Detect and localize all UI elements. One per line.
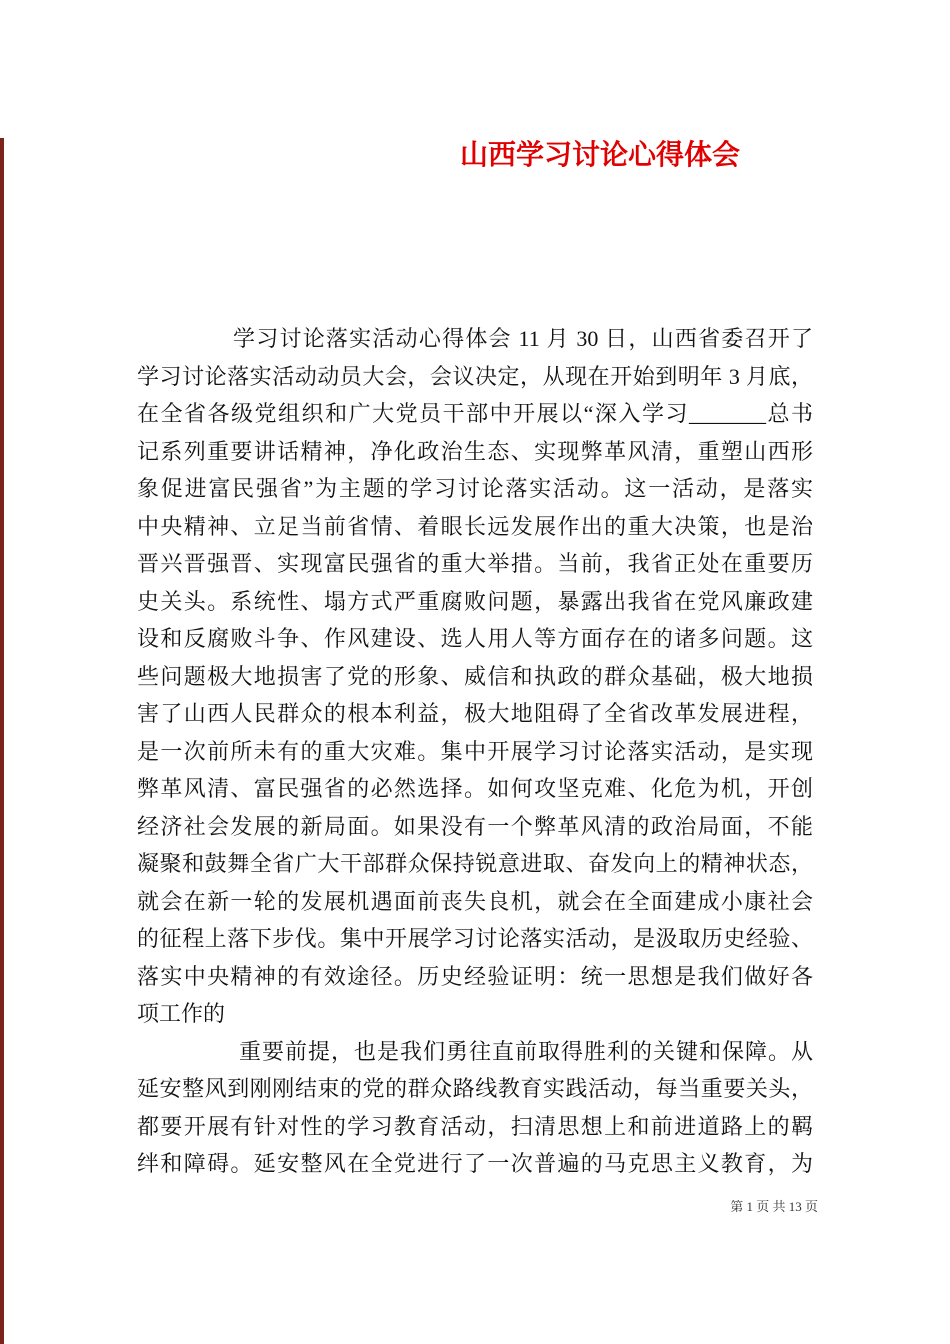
text-line: 绊和障碍。延安整风在全党进行了一次普遍的马克思主义教育，为 <box>137 1151 813 1176</box>
text-line: 史关头。系统性、塌方式严重腐败问题，暴露出我省在党风廉政建 <box>137 588 813 614</box>
text-line: 晋兴晋强晋、实现富民强省的重大举措。当前，我省正处在重要历 <box>137 551 813 576</box>
text-line: 象促进富民强省”为主题的学习讨论落实活动。这一活动，是落实 <box>137 476 813 501</box>
text-line: 弊革风清、富民强省的必然选择。如何攻坚克难、化危为机，开创 <box>137 776 813 801</box>
text-line: 重要前提，也是我们勇往直前取得胜利的关键和保障。从 <box>239 1038 813 1064</box>
text-line: 就会在新一轮的发展机遇面前丧失良机，就会在全面建成小康社会 <box>137 888 813 914</box>
text-line: 项工作的 <box>137 1001 226 1026</box>
document-title: 山西学习讨论心得体会 <box>460 139 741 170</box>
page-number: 第 1 页 共 13 页 <box>730 1199 818 1214</box>
text-line: 记系列重要讲话精神，净化政治生态、实现弊革风清，重塑山西形 <box>137 438 813 464</box>
text-line: 延安整风到刚刚结束的党的群众路线教育实践活动，每当重要关头， <box>137 1076 813 1101</box>
text-line: 中央精神、立足当前省情、着眼长远发展作出的重大决策，也是治 <box>137 513 813 539</box>
text-line: 落实中央精神的有效途径。历史经验证明：统一思想是我们做好各 <box>137 963 813 989</box>
text-line: 些问题极大地损害了党的形象、威信和执政的群众基础，极大地损 <box>137 663 813 689</box>
document-body <box>137 320 813 1183</box>
text-line: 在全省各级党组织和广大党员干部中开展以“深入学习_______总书 <box>137 401 813 426</box>
text-line: 的征程上落下步伐。集中开展学习讨论落实活动，是汲取历史经验、 <box>137 926 813 951</box>
text-line: 经济社会发展的新局面。如果没有一个弊革风清的政治局面，不能 <box>137 813 813 839</box>
text-line: 学习讨论落实活动动员大会，会议决定，从现在开始到明年 3 月底， <box>137 363 813 389</box>
text-line: 设和反腐败斗争、作风建设、选人用人等方面存在的诸多问题。这 <box>137 626 813 651</box>
text-line: 凝聚和鼓舞全省广大干部群众保持锐意进取、奋发向上的精神状态， <box>137 851 813 876</box>
text-line: 是一次前所未有的重大灾难。集中开展学习讨论落实活动，是实现 <box>137 738 813 764</box>
text-line: 都要开展有针对性的学习教育活动，扫清思想上和前进道路上的羁 <box>137 1113 813 1139</box>
left-edge-line <box>0 138 4 1344</box>
text-line: 害了山西人民群众的根本利益，极大地阻碍了全省改革发展进程， <box>137 701 813 726</box>
text-line: 学习讨论落实活动心得体会 11 月 30 日，山西省委召开了 <box>233 326 813 351</box>
